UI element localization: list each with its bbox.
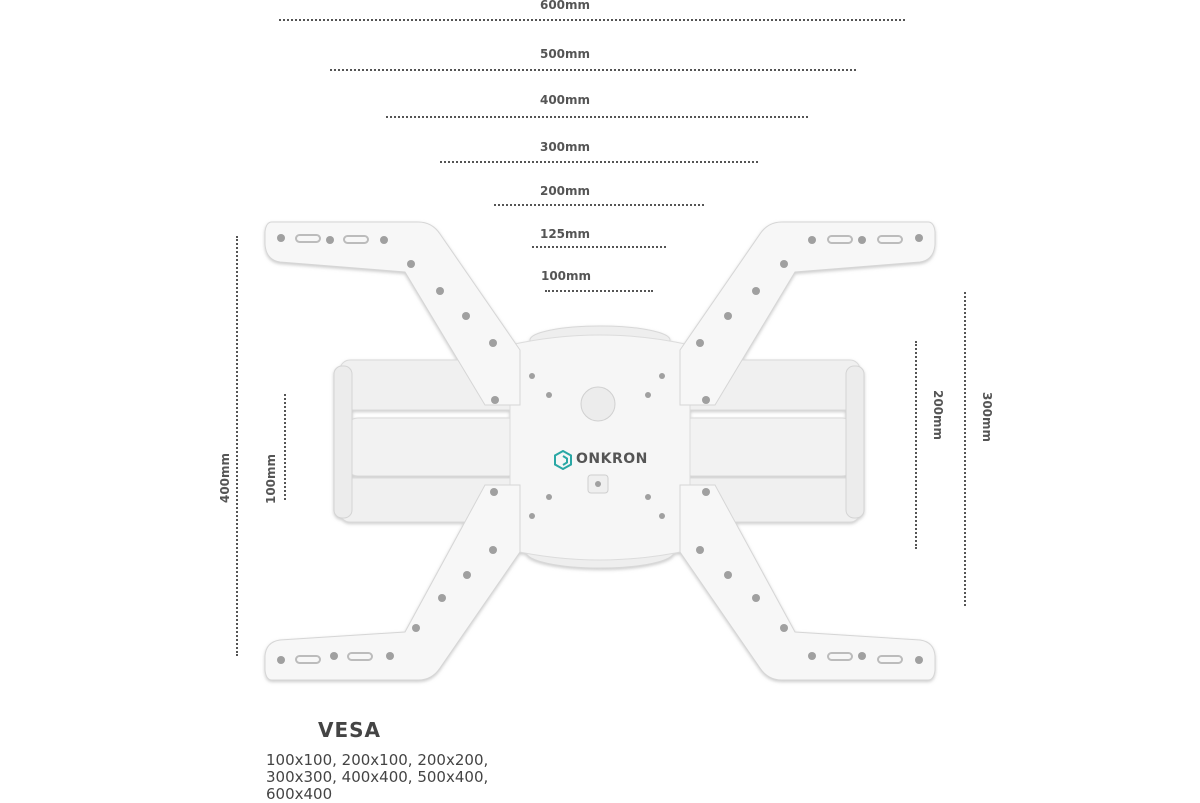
dim-300-label: 300mm <box>539 140 591 154</box>
onkron-logo-icon <box>554 450 572 470</box>
cable-hole <box>581 387 615 421</box>
dim-300v-label: 300mm <box>980 391 995 443</box>
dim-500-label: 500mm <box>539 47 591 61</box>
arm-left-pivot <box>334 366 352 518</box>
dim-400v-label: 400mm <box>218 452 233 504</box>
dim-200-label: 200mm <box>539 184 591 198</box>
arm-right-middle <box>680 418 854 476</box>
vesa-line-2: 300x300, 400x400, 500x400, <box>266 768 489 786</box>
vesa-line-3: 600x400 <box>266 785 333 803</box>
dim-100-label: 100mm <box>540 269 592 283</box>
dim-600-label: 600mm <box>539 0 591 12</box>
arm-left-middle <box>346 418 520 476</box>
arm-right-pivot <box>846 366 864 518</box>
brand-name: ONKRON <box>576 451 648 467</box>
dim-125-label: 125mm <box>539 227 591 241</box>
lock-tab-screw <box>595 481 601 487</box>
center-plate <box>510 335 690 560</box>
dim-200v-label: 200mm <box>931 389 946 441</box>
dim-400-label: 400mm <box>539 93 591 107</box>
vesa-line-1: 100x100, 200x100, 200x200, <box>266 751 489 769</box>
vesa-title: VESA <box>318 718 382 742</box>
dim-100v-label: 100mm <box>264 453 279 505</box>
